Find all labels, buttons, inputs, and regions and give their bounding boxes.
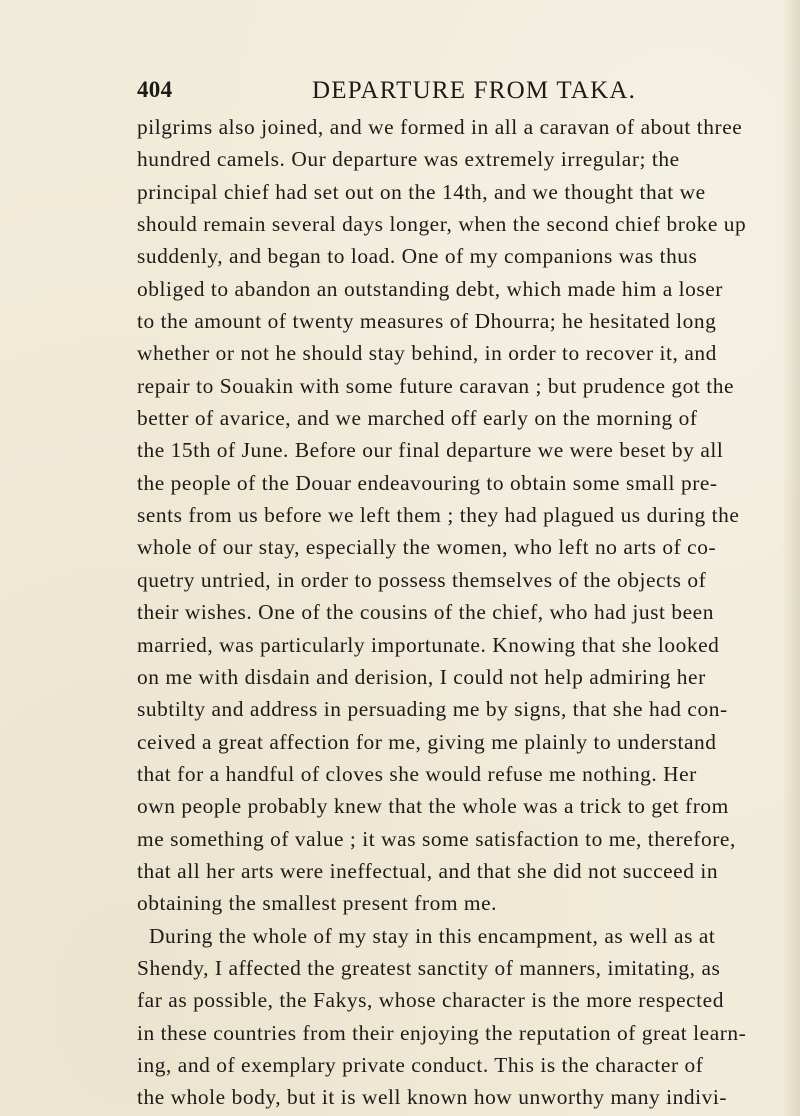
paragraph-start-line: During the whole of my stay in this encampment, as well as at — [149, 923, 716, 948]
text-line: subtilty and address in persuading me by signs, that she had con- — [137, 697, 728, 722]
text-line: sents from us before we left them ; they had plagued us during the — [137, 503, 740, 528]
text-line: married, was particularly importunate. Knowing that she looked — [137, 632, 720, 657]
text-line: principal chief had set out on the 14th, and we thought that we — [137, 179, 706, 204]
text-line: me something of value ; it was some satisfaction to me, therefore, — [137, 826, 736, 851]
text-line: to the amount of twenty measures of Dhourra; he hesitated long — [137, 309, 717, 334]
text-line: in these countries from their enjoying the reputation of great learn- — [137, 1020, 747, 1045]
page-number: 404 — [137, 77, 173, 102]
text-line: quetry untried, in order to possess themselves of the objects of — [137, 567, 707, 592]
text-line: on me with disdain and derision, I could not help admiring her — [137, 664, 706, 689]
text-line: ing, and of exemplary private conduct. This is the character of — [137, 1052, 704, 1077]
text-line: suddenly, and began to load. One of my companions was thus — [137, 244, 698, 269]
text-line: far as possible, the Fakys, whose character is the more respected — [137, 988, 724, 1013]
text-line: should remain several days longer, when the second chief broke up — [137, 212, 747, 237]
text-line: the whole body, but it is well known how unworthy many indivi- — [137, 1085, 728, 1110]
text-line: Shendy, I affected the greatest sanctity of manners, imitating, as — [137, 955, 721, 980]
text-line: the people of the Douar endeavouring to obtain some small pre- — [137, 470, 718, 495]
text-line: obtaining the smallest present from me. — [137, 891, 498, 916]
text-line: obliged to abandon an outstanding debt, which made him a loser — [137, 276, 723, 301]
text-line: their wishes. One of the cousins of the chief, who had just been — [137, 600, 714, 625]
text-line: better of avarice, and we marched off early on the morning of — [137, 406, 698, 431]
text-line: ceived a great affection for me, giving me plainly to understand — [137, 729, 717, 754]
text-line: that for a handful of cloves she would refuse me nothing. Her — [137, 761, 697, 786]
text-line: whether or not he should stay behind, in order to recover it, and — [137, 341, 717, 366]
text-line: hundred camels. Our departure was extremely irregular; the — [137, 147, 680, 172]
text-line: pilgrims also joined, and we formed in all a caravan of about three — [137, 115, 743, 139]
text-line: repair to Souakin with some future caravan ; but prudence got the — [137, 373, 735, 398]
text-line: own people probably knew that the whole was a trick to get from — [137, 794, 729, 819]
text-line: whole of our stay, especially the women, who left no arts of co- — [137, 535, 717, 560]
text-line: the 15th of June. Before our final departure we were beset by all — [137, 438, 724, 463]
running-head: DEPARTURE FROM TAKA. — [312, 77, 637, 104]
text-line: that all her arts were ineffectual, and that she did not succeed in — [137, 858, 719, 883]
body-text — [137, 111, 793, 1114]
